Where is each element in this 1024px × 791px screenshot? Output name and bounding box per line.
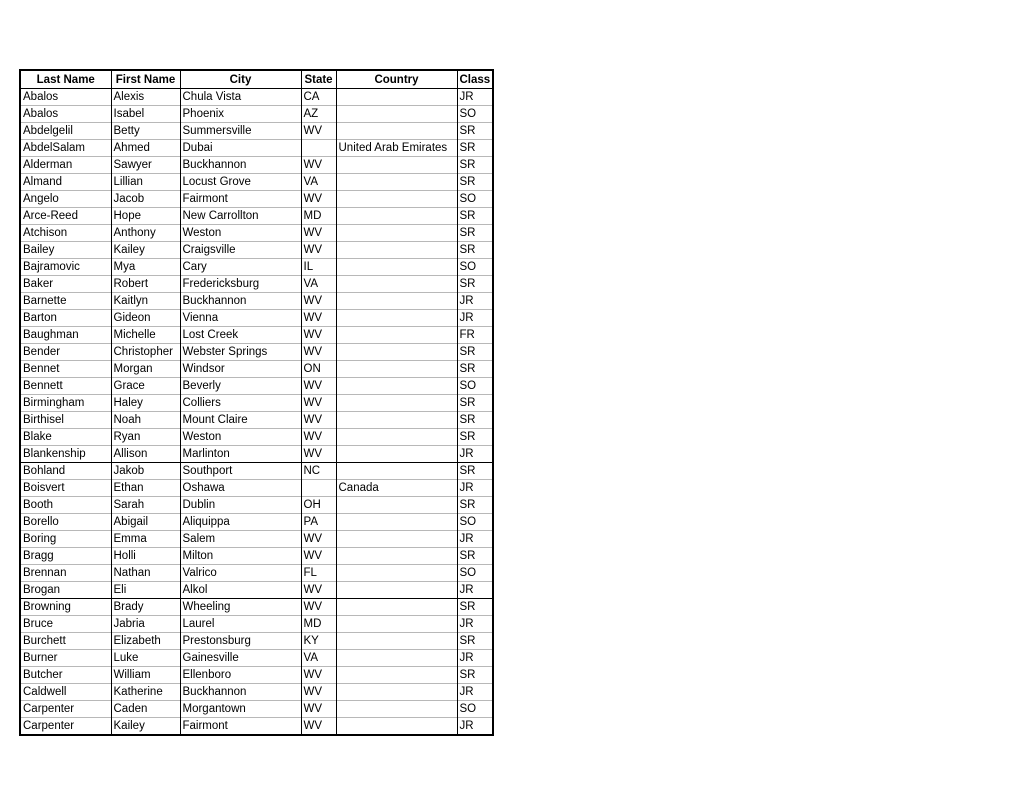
country-cell (336, 429, 457, 446)
city-cell: Phoenix (180, 106, 301, 123)
country-cell (336, 225, 457, 242)
first-name-cell: Hope (111, 208, 180, 225)
class-cell: JR (457, 616, 493, 633)
class-cell: SR (457, 208, 493, 225)
first-name-cell: Christopher (111, 344, 180, 361)
state-cell: WV (301, 310, 336, 327)
state-cell: WV (301, 378, 336, 395)
country-cell (336, 123, 457, 140)
city-cell: Southport (180, 463, 301, 480)
first-name-cell: Sawyer (111, 157, 180, 174)
country-cell (336, 259, 457, 276)
class-cell: JR (457, 684, 493, 701)
state-cell: KY (301, 633, 336, 650)
first-name-cell: Lillian (111, 174, 180, 191)
last-name-cell: Caldwell (20, 684, 111, 701)
last-name-cell: Barnette (20, 293, 111, 310)
last-name-cell: Bailey (20, 242, 111, 259)
class-cell: JR (457, 582, 493, 599)
city-cell: Weston (180, 429, 301, 446)
city-cell: Dubai (180, 140, 301, 157)
city-cell: Mount Claire (180, 412, 301, 429)
state-cell: WV (301, 191, 336, 208)
roster-table (19, 69, 494, 736)
class-cell: JR (457, 310, 493, 327)
column-header-last-name: Last Name (20, 70, 111, 89)
last-name-cell: Abdelgelil (20, 123, 111, 140)
country-cell (336, 599, 457, 616)
class-cell: FR (457, 327, 493, 344)
state-cell: ON (301, 361, 336, 378)
state-cell: MD (301, 208, 336, 225)
state-cell: WV (301, 327, 336, 344)
city-cell: Webster Springs (180, 344, 301, 361)
city-cell: New Carrollton (180, 208, 301, 225)
city-cell: Fredericksburg (180, 276, 301, 293)
table-row (20, 701, 493, 718)
table-row (20, 208, 493, 225)
table-row (20, 344, 493, 361)
class-cell: SO (457, 259, 493, 276)
first-name-cell: Elizabeth (111, 633, 180, 650)
city-cell: Beverly (180, 378, 301, 395)
table-row (20, 89, 493, 106)
class-cell: SR (457, 344, 493, 361)
class-cell: JR (457, 531, 493, 548)
class-cell: JR (457, 480, 493, 497)
state-cell: WV (301, 157, 336, 174)
country-cell (336, 344, 457, 361)
state-cell: WV (301, 684, 336, 701)
country-cell (336, 293, 457, 310)
class-cell: SR (457, 225, 493, 242)
country-cell (336, 701, 457, 718)
table-row (20, 633, 493, 650)
last-name-cell: Bruce (20, 616, 111, 633)
column-header-first-name: First Name (111, 70, 180, 89)
class-cell: SR (457, 429, 493, 446)
class-cell: SR (457, 667, 493, 684)
city-cell: Morgantown (180, 701, 301, 718)
country-cell (336, 361, 457, 378)
country-cell (336, 514, 457, 531)
first-name-cell: Jabria (111, 616, 180, 633)
city-cell: Prestonsburg (180, 633, 301, 650)
state-cell: WV (301, 395, 336, 412)
country-cell (336, 684, 457, 701)
table-row (20, 276, 493, 293)
city-cell: Fairmont (180, 191, 301, 208)
table-row (20, 480, 493, 497)
country-cell (336, 633, 457, 650)
last-name-cell: Browning (20, 599, 111, 616)
country-cell (336, 395, 457, 412)
last-name-cell: Blake (20, 429, 111, 446)
first-name-cell: Luke (111, 650, 180, 667)
last-name-cell: Arce-Reed (20, 208, 111, 225)
country-cell (336, 208, 457, 225)
first-name-cell: Ahmed (111, 140, 180, 157)
last-name-cell: Bragg (20, 548, 111, 565)
country-cell (336, 106, 457, 123)
first-name-cell: Eli (111, 582, 180, 599)
country-cell (336, 497, 457, 514)
state-cell: WV (301, 446, 336, 463)
table-row (20, 242, 493, 259)
class-cell: SR (457, 174, 493, 191)
first-name-cell: Alexis (111, 89, 180, 106)
table-row (20, 599, 493, 616)
city-cell: Dublin (180, 497, 301, 514)
city-cell: Laurel (180, 616, 301, 633)
table-row (20, 378, 493, 395)
class-cell: SR (457, 242, 493, 259)
last-name-cell: AbdelSalam (20, 140, 111, 157)
country-cell (336, 412, 457, 429)
first-name-cell: William (111, 667, 180, 684)
city-cell: Marlinton (180, 446, 301, 463)
table-row (20, 684, 493, 701)
class-cell: SR (457, 157, 493, 174)
table-row (20, 514, 493, 531)
state-cell: WV (301, 429, 336, 446)
column-header-city: City (180, 70, 301, 89)
state-cell: OH (301, 497, 336, 514)
city-cell: Ellenboro (180, 667, 301, 684)
country-cell (336, 650, 457, 667)
country-cell (336, 89, 457, 106)
first-name-cell: Jacob (111, 191, 180, 208)
state-cell: PA (301, 514, 336, 531)
country-cell (336, 531, 457, 548)
last-name-cell: Boisvert (20, 480, 111, 497)
city-cell: Gainesville (180, 650, 301, 667)
class-cell: SR (457, 463, 493, 480)
state-cell: VA (301, 650, 336, 667)
last-name-cell: Carpenter (20, 701, 111, 718)
class-cell: SR (457, 361, 493, 378)
header-row (20, 70, 493, 89)
first-name-cell: Mya (111, 259, 180, 276)
class-cell: SO (457, 565, 493, 582)
class-cell: JR (457, 293, 493, 310)
table-row (20, 157, 493, 174)
state-cell: WV (301, 531, 336, 548)
first-name-cell: Kailey (111, 718, 180, 736)
table-row (20, 310, 493, 327)
first-name-cell: Betty (111, 123, 180, 140)
last-name-cell: Bohland (20, 463, 111, 480)
first-name-cell: Haley (111, 395, 180, 412)
column-header-class: Class (457, 70, 493, 89)
table-row (20, 446, 493, 463)
first-name-cell: Jakob (111, 463, 180, 480)
city-cell: Buckhannon (180, 684, 301, 701)
table-row (20, 191, 493, 208)
country-cell (336, 378, 457, 395)
table-row (20, 123, 493, 140)
first-name-cell: Nathan (111, 565, 180, 582)
city-cell: Wheeling (180, 599, 301, 616)
city-cell: Lost Creek (180, 327, 301, 344)
city-cell: Colliers (180, 395, 301, 412)
state-cell: WV (301, 344, 336, 361)
last-name-cell: Birthisel (20, 412, 111, 429)
state-cell: WV (301, 548, 336, 565)
last-name-cell: Barton (20, 310, 111, 327)
country-cell (336, 616, 457, 633)
first-name-cell: Brady (111, 599, 180, 616)
state-cell (301, 140, 336, 157)
last-name-cell: Birmingham (20, 395, 111, 412)
country-cell (336, 446, 457, 463)
table-row (20, 225, 493, 242)
state-cell: WV (301, 242, 336, 259)
last-name-cell: Boring (20, 531, 111, 548)
state-cell: VA (301, 174, 336, 191)
table-row (20, 616, 493, 633)
last-name-cell: Burner (20, 650, 111, 667)
class-cell: SO (457, 514, 493, 531)
class-cell: SR (457, 395, 493, 412)
first-name-cell: Caden (111, 701, 180, 718)
state-cell: IL (301, 259, 336, 276)
city-cell: Weston (180, 225, 301, 242)
state-cell: VA (301, 276, 336, 293)
first-name-cell: Ryan (111, 429, 180, 446)
city-cell: Chula Vista (180, 89, 301, 106)
table-row (20, 174, 493, 191)
last-name-cell: Abalos (20, 89, 111, 106)
table-row (20, 361, 493, 378)
table-row (20, 412, 493, 429)
country-cell (336, 191, 457, 208)
table-row (20, 259, 493, 276)
first-name-cell: Isabel (111, 106, 180, 123)
country-cell: United Arab Emirates (336, 140, 457, 157)
first-name-cell: Michelle (111, 327, 180, 344)
city-cell: Buckhannon (180, 157, 301, 174)
city-cell: Summersville (180, 123, 301, 140)
class-cell: SR (457, 412, 493, 429)
column-header-country: Country (336, 70, 457, 89)
table-row (20, 667, 493, 684)
city-cell: Alkol (180, 582, 301, 599)
table-row (20, 548, 493, 565)
last-name-cell: Blankenship (20, 446, 111, 463)
last-name-cell: Atchison (20, 225, 111, 242)
table-row (20, 463, 493, 480)
table-row (20, 327, 493, 344)
class-cell: SR (457, 497, 493, 514)
last-name-cell: Bender (20, 344, 111, 361)
city-cell: Locust Grove (180, 174, 301, 191)
state-cell: WV (301, 701, 336, 718)
last-name-cell: Almand (20, 174, 111, 191)
class-cell: JR (457, 650, 493, 667)
first-name-cell: Abigail (111, 514, 180, 531)
city-cell: Milton (180, 548, 301, 565)
class-cell: JR (457, 718, 493, 736)
first-name-cell: Kailey (111, 242, 180, 259)
class-cell: SR (457, 599, 493, 616)
city-cell: Valrico (180, 565, 301, 582)
last-name-cell: Butcher (20, 667, 111, 684)
state-cell: WV (301, 123, 336, 140)
state-cell: WV (301, 582, 336, 599)
first-name-cell: Gideon (111, 310, 180, 327)
first-name-cell: Robert (111, 276, 180, 293)
last-name-cell: Brogan (20, 582, 111, 599)
table-body (20, 89, 493, 736)
table-row (20, 650, 493, 667)
state-cell: MD (301, 616, 336, 633)
state-cell (301, 480, 336, 497)
state-cell: CA (301, 89, 336, 106)
first-name-cell: Holli (111, 548, 180, 565)
table-row (20, 293, 493, 310)
country-cell (336, 463, 457, 480)
first-name-cell: Katherine (111, 684, 180, 701)
class-cell: SO (457, 378, 493, 395)
class-cell: JR (457, 446, 493, 463)
class-cell: SR (457, 140, 493, 157)
class-cell: SR (457, 633, 493, 650)
state-cell: AZ (301, 106, 336, 123)
last-name-cell: Burchett (20, 633, 111, 650)
last-name-cell: Abalos (20, 106, 111, 123)
state-cell: WV (301, 599, 336, 616)
country-cell (336, 327, 457, 344)
last-name-cell: Bajramovic (20, 259, 111, 276)
class-cell: SR (457, 123, 493, 140)
city-cell: Windsor (180, 361, 301, 378)
class-cell: JR (457, 89, 493, 106)
first-name-cell: Anthony (111, 225, 180, 242)
state-cell: FL (301, 565, 336, 582)
class-cell: SO (457, 701, 493, 718)
last-name-cell: Bennet (20, 361, 111, 378)
last-name-cell: Alderman (20, 157, 111, 174)
first-name-cell: Grace (111, 378, 180, 395)
country-cell (336, 582, 457, 599)
last-name-cell: Carpenter (20, 718, 111, 736)
table-row (20, 531, 493, 548)
table-row (20, 497, 493, 514)
first-name-cell: Ethan (111, 480, 180, 497)
country-cell (336, 548, 457, 565)
last-name-cell: Booth (20, 497, 111, 514)
city-cell: Craigsville (180, 242, 301, 259)
class-cell: SO (457, 191, 493, 208)
table-row (20, 582, 493, 599)
first-name-cell: Emma (111, 531, 180, 548)
country-cell (336, 242, 457, 259)
first-name-cell: Kaitlyn (111, 293, 180, 310)
first-name-cell: Allison (111, 446, 180, 463)
last-name-cell: Borello (20, 514, 111, 531)
table-row (20, 718, 493, 736)
country-cell (336, 718, 457, 736)
state-cell: WV (301, 412, 336, 429)
state-cell: WV (301, 293, 336, 310)
city-cell: Buckhannon (180, 293, 301, 310)
state-cell: WV (301, 667, 336, 684)
class-cell: SR (457, 276, 493, 293)
country-cell: Canada (336, 480, 457, 497)
last-name-cell: Baker (20, 276, 111, 293)
last-name-cell: Baughman (20, 327, 111, 344)
class-cell: SR (457, 548, 493, 565)
first-name-cell: Noah (111, 412, 180, 429)
country-cell (336, 174, 457, 191)
city-cell: Vienna (180, 310, 301, 327)
table-row (20, 429, 493, 446)
table-row (20, 140, 493, 157)
last-name-cell: Angelo (20, 191, 111, 208)
first-name-cell: Morgan (111, 361, 180, 378)
country-cell (336, 565, 457, 582)
table-row (20, 106, 493, 123)
state-cell: WV (301, 225, 336, 242)
country-cell (336, 157, 457, 174)
first-name-cell: Sarah (111, 497, 180, 514)
last-name-cell: Bennett (20, 378, 111, 395)
table-row (20, 395, 493, 412)
last-name-cell: Brennan (20, 565, 111, 582)
column-header-state: State (301, 70, 336, 89)
class-cell: SO (457, 106, 493, 123)
country-cell (336, 310, 457, 327)
country-cell (336, 276, 457, 293)
country-cell (336, 667, 457, 684)
state-cell: NC (301, 463, 336, 480)
city-cell: Cary (180, 259, 301, 276)
city-cell: Oshawa (180, 480, 301, 497)
city-cell: Fairmont (180, 718, 301, 736)
city-cell: Salem (180, 531, 301, 548)
table-row (20, 565, 493, 582)
state-cell: WV (301, 718, 336, 736)
city-cell: Aliquippa (180, 514, 301, 531)
